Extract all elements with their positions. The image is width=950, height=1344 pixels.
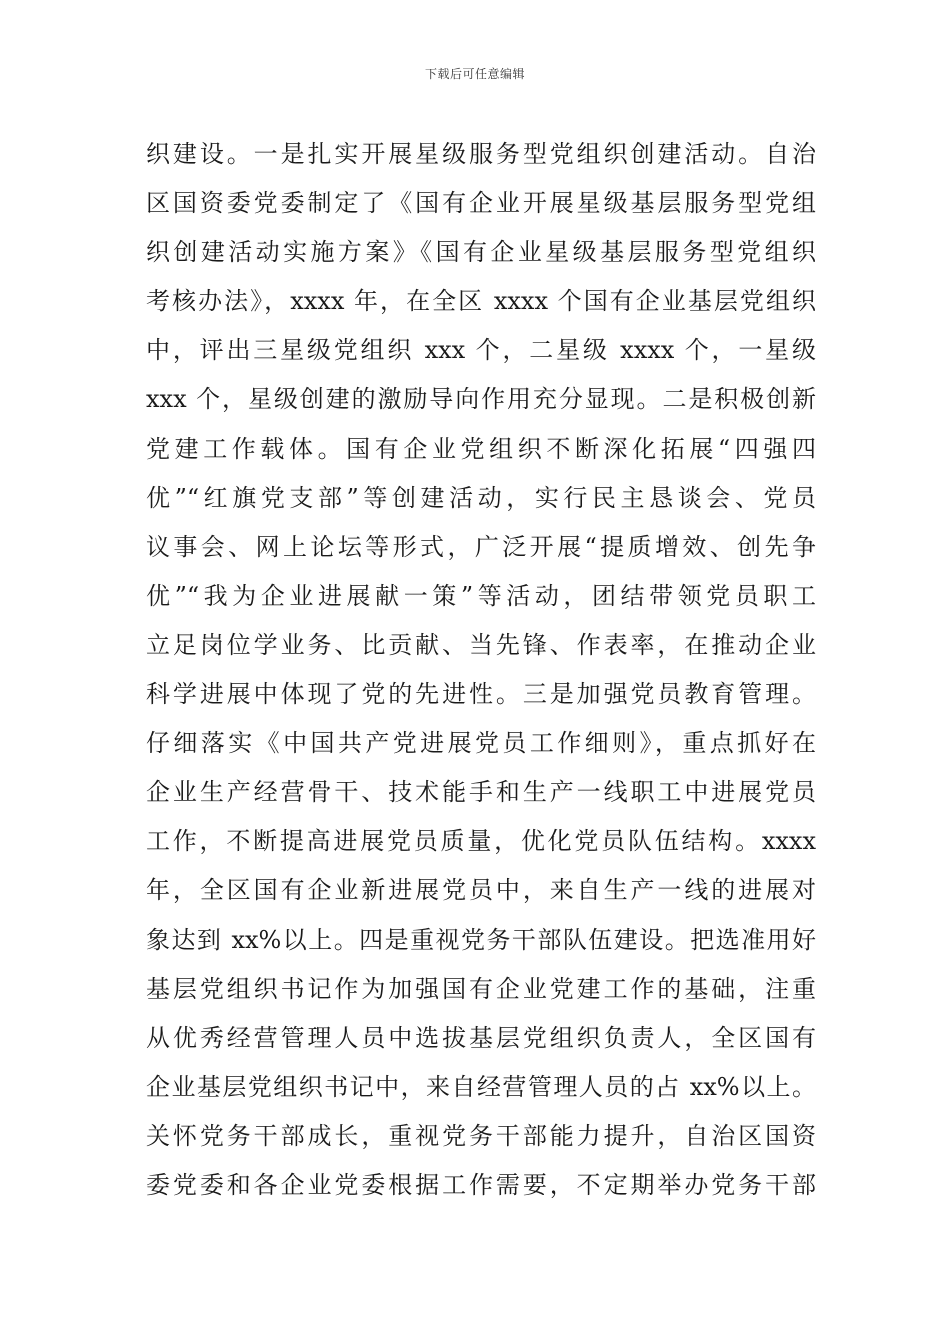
text-line: 企业基层党组织书记中，来自经营管理人员的占 xx%以上。 [146, 1072, 816, 1101]
text-line: 议事会、网上论坛等形式，广泛开展“提质增效、创先争 [146, 532, 816, 561]
text-line: 织建设。一是扎实开展星级服务型党组织创建活动。自治 [146, 140, 816, 168]
text-line: 关怀党务干部成长，重视党务干部能力提升，自治区国资 [146, 1121, 816, 1150]
page-header-note: 下载后可任意编辑 [424, 67, 525, 81]
text-line: 基层党组织书记作为加强国有企业党建工作的基础，注重 [146, 974, 816, 1003]
text-line: 中，评出三星级党组织 xxx 个，二星级 xxxx 个，一星级 [146, 336, 816, 365]
text-line: 立足岗位学业务、比贡献、当先锋、作表率，在推动企业 [146, 630, 816, 659]
text-line: 科学进展中体现了党的先进性。三是加强党员教育管理。 [146, 680, 816, 709]
text-line: 委党委和各企业党委根据工作需要，不定期举办党务干部 [146, 1170, 816, 1199]
text-line: xxx 个，星级创建的激励导向作用充分显现。二是积极创新 [146, 385, 816, 414]
text-line: 仔细落实《中国共产党进展党员工作细则》，重点抓好在 [146, 729, 816, 758]
text-line: 工作，不断提高进展党员质量，优化党员队伍结构。xxxx [146, 827, 816, 856]
text-line: 优”“我为企业进展献一策”等活动，团结带领党员职工 [146, 581, 816, 610]
body-text [146, 130, 816, 1210]
text-line: 年，全区国有企业新进展党员中，来自生产一线的进展对 [146, 876, 816, 905]
text-line: 织创建活动实施方案》《国有企业星级基层服务型党组织 [146, 238, 816, 267]
text-line: 从优秀经营管理人员中选拔基层党组织负责人，全区国有 [146, 1023, 816, 1052]
text-line: 优”“红旗党支部”等创建活动，实行民主恳谈会、党员 [146, 483, 816, 512]
text-line: 区国资委党委制定了《国有企业开展星级基层服务型党组 [146, 189, 816, 218]
text-line: 考核办法》，xxxx 年，在全区 xxxx 个国有企业基层党组织 [146, 287, 816, 316]
text-line: 象达到 xx%以上。四是重视党务干部队伍建设。把选准用好 [146, 925, 816, 954]
text-line: 企业生产经营骨干、技术能手和生产一线职工中进展党员 [146, 778, 816, 807]
text-line: 党建工作载体。国有企业党组织不断深化拓展“四强四 [146, 434, 816, 463]
